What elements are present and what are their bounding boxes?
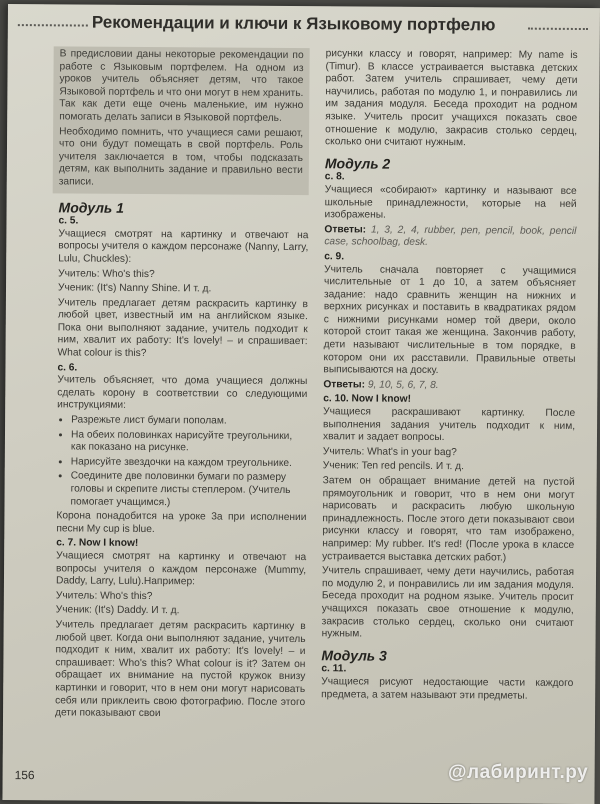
p11-text: Учащиеся рисуют недостающие части каждого предмета, а затем называют эти предметы. <box>321 676 574 702</box>
p10-text-2: Затем он обращает внимание детей на пустой прямоугольник и говорит, что в нем они могут нарисовать и раскрасить любую школьную принадлежность. После этого дети показывают свои рисунки классу и говорят, что там изображено, например: My rubber. It's red! (После урока в классе устраивается выставка детских работ.) <box>322 475 575 564</box>
section-p8: с. 8. <box>324 171 345 183</box>
intro-box <box>53 46 310 194</box>
header-dotted-rule-right <box>528 28 588 30</box>
answers-label: Ответы: <box>323 379 366 391</box>
p10-question: Учитель: What's in your bag? <box>322 446 457 458</box>
module-2-heading: Модуль 2 <box>324 154 391 172</box>
p7-text: Учащиеся смотрят на картинку и отвечают на вопросы учителя о каждом персонаже (Mummy, Daddy, Larry, Lulu).Например: <box>55 550 307 588</box>
p9-answers <box>323 379 575 393</box>
left-column <box>55 46 310 723</box>
list-item: • Соедините две половинки бумаги по размеру головы и скрепите листы степлером. (Учитель помогает учащимся.) <box>70 471 306 510</box>
p8-text: Учащиеся «собирают» картинку и называют все школьные принадлежности, которые на ней изображены. <box>324 184 577 221</box>
p8-answers <box>324 224 576 251</box>
module-3-heading: Модуль 3 <box>321 646 387 664</box>
list-item: • На обеих половинках нарисуйте треугольники, как показано на рисунке. <box>71 429 307 456</box>
p5-text: Учащиеся смотрят на картинку и отвечают на вопросы учителя о каждом персонаже (Nanny, Larry, Lulu, Chuckles): <box>58 228 309 265</box>
p9-text: Учитель сначала повторяет с учащимися числительные от 1 до 10, а затем объясняет задание: надо сравнить женщин на нижних и верхних рисунках и поставить в квадратиках рядом с нижними рисунками номер той двери, около которой стоит такая же женщина. Закончив работу, дети называют числительные в том порядке, в котором они их расставили. Правильные ответы выписываются на доску. <box>323 263 577 377</box>
header-dotted-rule-left <box>18 24 88 26</box>
p10-text: Учащиеся раскрашивают картинку. После выполнения задания учитель подходит к ним, хвалит и задает вопросы. <box>322 406 576 444</box>
page-title: Рекомендации и ключи к Языковому портфелю <box>91 12 496 35</box>
instruction-list <box>56 414 307 510</box>
watermark: @лабиринт.ру <box>448 762 589 783</box>
continued-text: рисунки классу и говорят, например: My name is (Timur). В классе устраивается выставка детских работ. Затем учитель спрашивает, чему дети научились, работая по модулю 1, и понравились ли им задания модуля. Беседа проходит на родном языке. Учитель просит учащихся показать свое отношение к модулю, закрасив столько сердец, сколько они считают нужным. <box>325 48 578 149</box>
answers-label: Ответы: <box>324 223 367 236</box>
p7-answer: Ученик: (It's) Daddy. И т. д. <box>55 604 180 617</box>
section-p11: с. 11. <box>321 663 347 675</box>
p6-text-2: Корона понадобится на уроке 3а при исполнении песни My cup is blue. <box>56 510 307 535</box>
section-p7: с. 7. Now I know! <box>56 537 139 550</box>
section-p9: с. 9. <box>324 251 345 263</box>
book-page <box>2 4 600 804</box>
p10-answer: Ученик: Ten red pencils. И т. д. <box>322 460 465 473</box>
module-1-heading: Модуль 1 <box>58 198 124 216</box>
section-p5: с. 5. <box>58 215 79 227</box>
p10-text-3: Учитель спрашивает, чему дети научились, работая по модулю 2, и понравились ли им задания модуля. Беседа проходит на родном языке. Учитель просит учащихся показать свое отношение к модулю, закрасив столько сердец, сколько они считают нужным. <box>321 565 575 640</box>
p5-text-2: Учитель предлагает детям раскрасить картинку в любой цвет, известный им на английском языке. Пока они выполняют задание, учитель подходит к ним, хвалит их работу: It's lovely! – и спрашивает: What colour is this? <box>57 297 308 360</box>
intro-paragraph-2: Необходимо помнить, что учащиеся сами решают, что они будут помещать в свой портфель. Роль учителя заключается в том, чтобы подсказать детям, как выполнить задание и правильно вести записи. <box>58 125 304 188</box>
intro-paragraph-1: В предисловии даны некоторые рекомендации по работе с Языковым портфелем. На одном из уроков учитель объясняет детям, что такое Языковой портфель и что они могут в нем хранить. Так как дети еще очень маленькие, им нужно помогать делать записи в Языковой портфель. <box>59 48 304 124</box>
p5-answer: Ученик: (It's) Nanny Shine. И т. д. <box>57 282 212 295</box>
section-p6: с. 6. <box>57 362 78 374</box>
answers-value: 1, 3, 2, 4, rubber, pen, pencil, book, pencil case, schoolbag, desk. <box>324 224 577 249</box>
right-column <box>321 48 578 705</box>
p5-question: Учитель: Who's this? <box>58 267 155 280</box>
p6-text: Учитель объясняет, что дома учащиеся должны сделать корону в соответствии со следующими инструкциями: <box>57 374 308 412</box>
answers-value: 9, 10, 5, 6, 7, 8. <box>367 379 439 391</box>
page-number: 156 <box>14 768 35 783</box>
list-item: • Разрежьте лист бумаги пополам. <box>71 414 307 428</box>
list-item: • Нарисуйте звездочки на каждом треугольнике. <box>71 456 307 470</box>
p7-text-2: Учитель предлагает детям раскрасить картинку в любой цвет. Когда они выполняют задание, учитель подходит к ним, хвалит их работу: It's lovely! – и спрашивает: Who's this? What colour is it? Затем он обращает их внимание на пустой кружок внизу картинки и говорит, что в нем они могут нарисовать себя или приклеить свою фотографию. После этого дети показывают свои <box>55 619 306 720</box>
section-p10: с. 10. Now I know! <box>323 393 412 406</box>
p7-question: Учитель: Who's this? <box>55 590 153 602</box>
